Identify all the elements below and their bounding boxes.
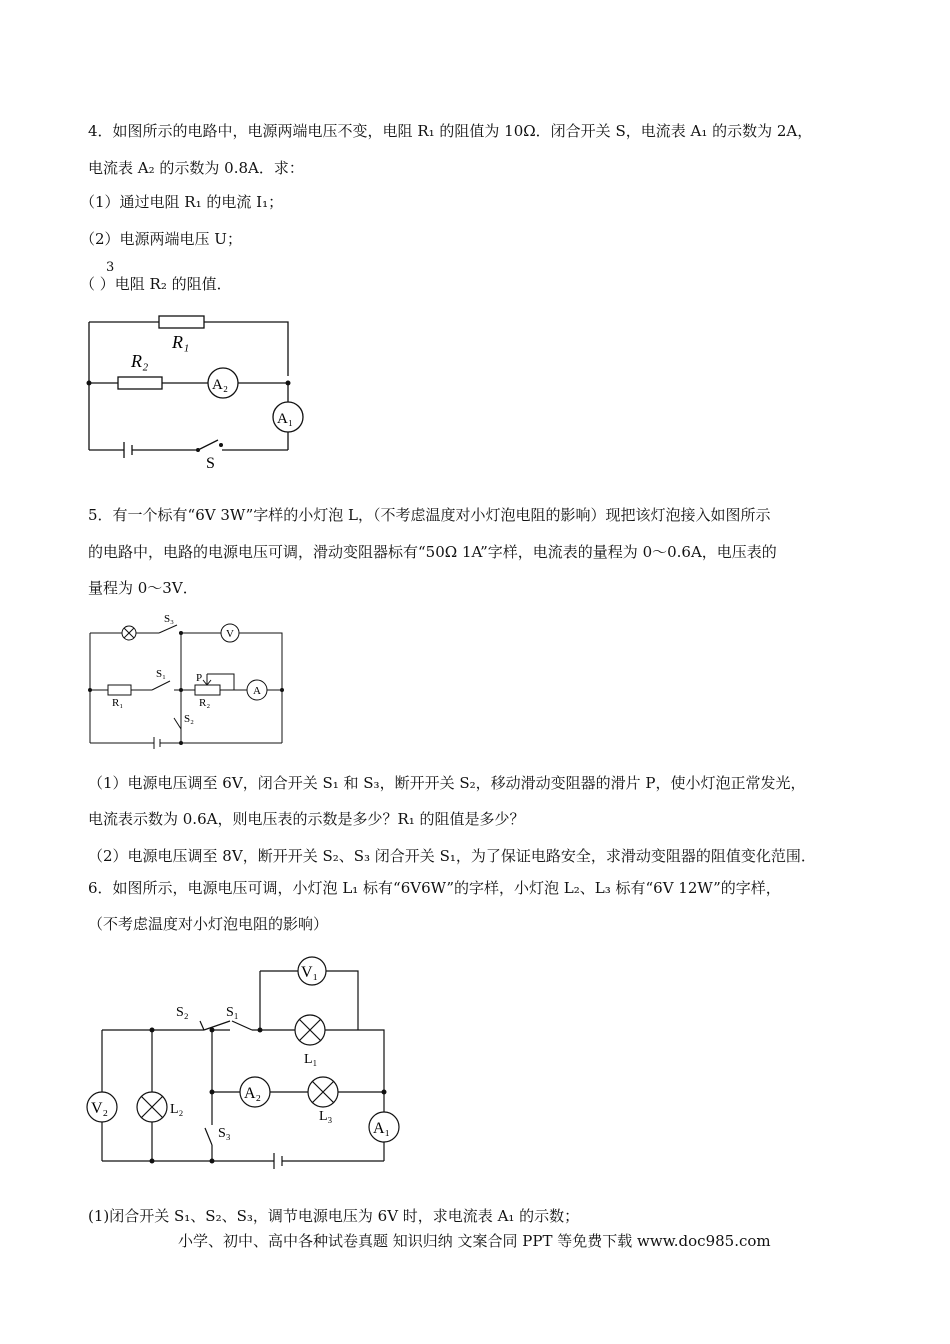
label-s1: S₁ [156,668,166,680]
label-s2: S₂ [176,1005,189,1020]
voltmeter-v: V [226,628,234,640]
label-s3: S₃ [218,1126,231,1141]
label-s2: S₂ [184,713,194,725]
label-r1: R₁ [172,332,190,352]
q5-line-1: 5．有一个标有“6V 3W”字样的小灯泡 L，（不考虑温度对小灯泡电阻的影响）现把该灯泡接入如图所示 [88,506,771,524]
q5-line-3: 量程为 0～3V． [88,579,198,597]
q4-item-2: （2）电源两端电压 U； [80,230,242,248]
q5-part-2: （2）电源电压调至 8V，断开开关 S₂、S₃ 闭合开关 S₁，为了保证电路安全，求滑动变阻器的阻值变化范围． [88,847,816,865]
label-r2: R₂ [199,697,211,709]
q4-item-1: （1）通过电阻 R₁ 的电流 I₁； [80,193,284,211]
ammeter-a1: A₁ [277,411,294,427]
label-l3: L₃ [319,1109,333,1124]
voltmeter-v1: V₁ [301,964,319,981]
ammeter-a2: A₂ [244,1085,262,1102]
voltmeter-v2: V₂ [91,1100,109,1117]
q4-item-3: （ ）电阻 R₂ 的阻值． [80,275,232,293]
q6-circuit-diagram [80,950,420,1175]
label-r2: R₂ [131,351,149,371]
q4-circuit-diagram [80,305,310,470]
ammeter-a: A [253,685,261,697]
page-footer: 小学、初中、高中各种试卷真题 知识归纳 文案合同 PPT 等免费下载 www.doc985.com [178,1232,771,1250]
label-switch-s: S [206,455,215,470]
q4-item-3-number: 3 [106,260,115,275]
ammeter-a1: A₁ [373,1120,391,1137]
q4-line-1: 4．如图所示的电路中，电源两端电压不变，电阻 R₁ 的阻值为 10Ω．闭合开关 S，电流表 A₁ 的示数为 2A， [88,122,813,140]
q4-line-2: 电流表 A₂ 的示数为 0.8A．求： [88,159,304,177]
label-l1: L₁ [304,1052,318,1067]
label-r1: R₁ [112,697,124,709]
label-s3: S₃ [164,613,174,625]
q5-line-2: 的电路中，电路的电源电压可调，滑动变阻器标有“50Ω 1A”字样，电流表的量程为 0～0.6A，电压表的 [88,543,777,561]
q5-circuit-diagram [84,605,294,753]
label-l2: L₂ [170,1102,184,1117]
q6-line-1: 6．如图所示，电源电压可调，小灯泡 L₁ 标有“6V6W”的字样，小灯泡 L₂、L₃ 标有“6V 12W”的字样， [88,879,781,897]
q6-part-1: (1)闭合开关 S₁、S₂、S₃，调节电源电压为 6V 时，求电流表 A₁ 的示数； [88,1207,580,1225]
q6-line-2: （不考虑温度对小灯泡电阻的影响） [88,915,329,933]
q5-part-1-a: （1）电源电压调至 6V，闭合开关 S₁ 和 S₃，断开开关 S₂，移动滑动变阻器的滑片 P，使小灯泡正常发光， [88,774,806,792]
ammeter-a2: A₂ [212,377,229,393]
q5-part-1-b: 电流表示数为 0.6A，则电压表的示数是多少？R₁ 的阻值是多少？ [88,810,525,828]
label-s1: S₁ [226,1005,239,1020]
label-slider-p: P [196,672,203,684]
